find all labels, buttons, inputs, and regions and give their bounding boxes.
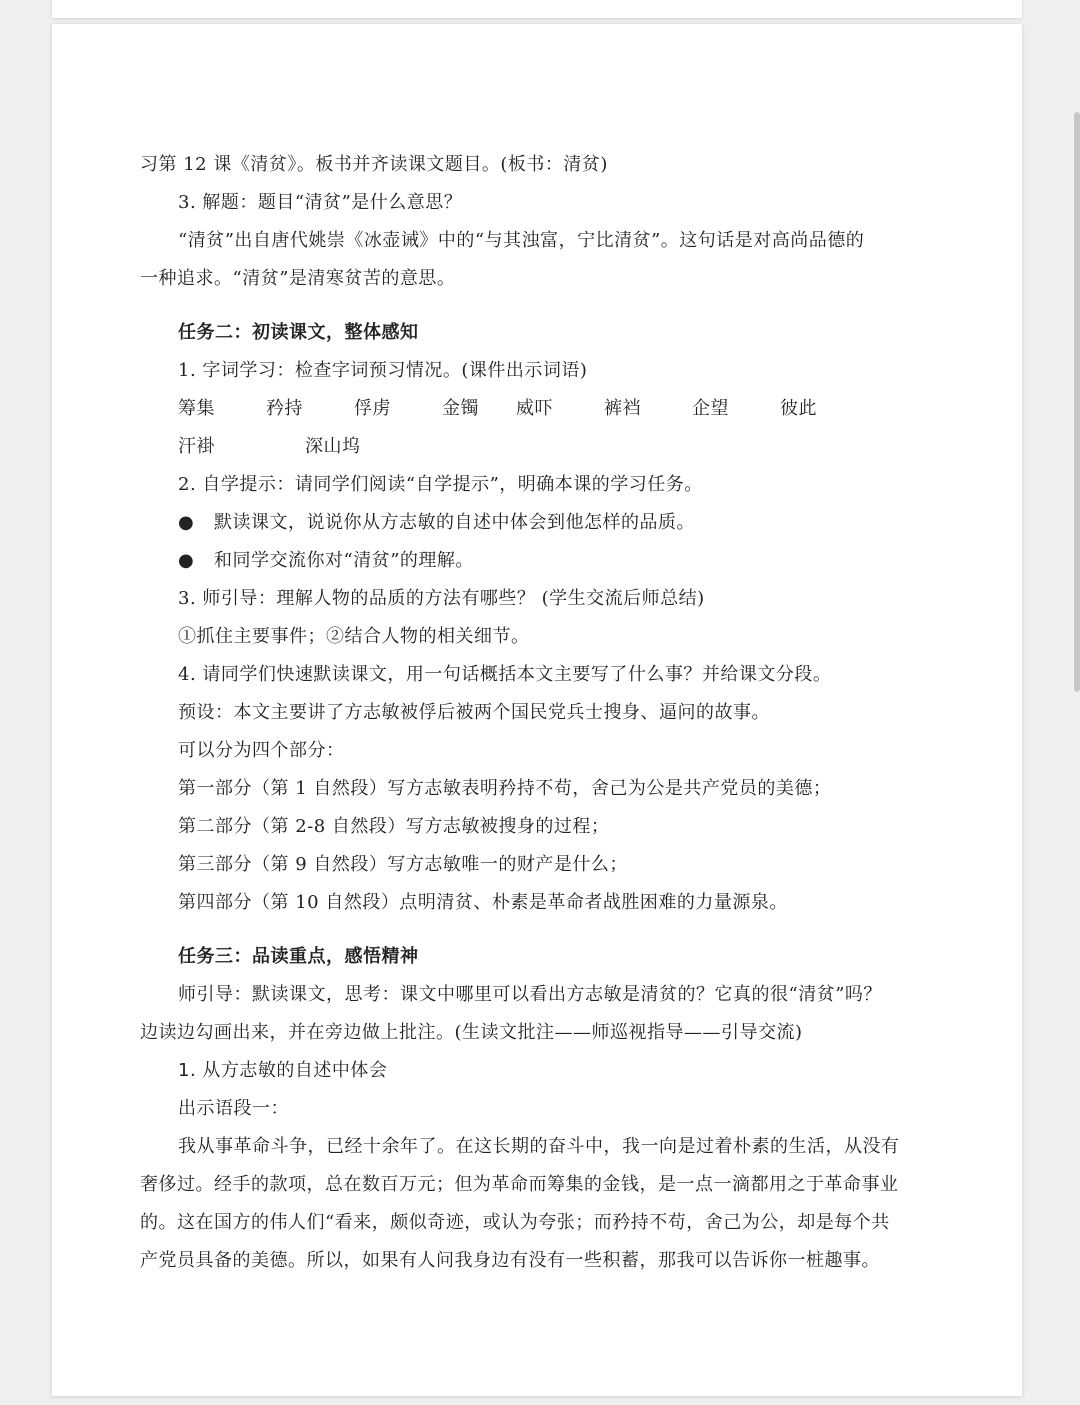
bullet-item — [140, 504, 960, 542]
vocab-word: 威吓 — [516, 398, 553, 419]
vocab-word: 汗褂 — [178, 436, 215, 457]
document-page — [52, 24, 1022, 1396]
text-line: 第四部分（第 10 自然段）点明清贫、朴素是革命者战胜困难的力量源泉。 — [178, 892, 788, 913]
text-line: 4. 请同学们快速默读课文，用一句话概括本文主要写了什么事？并给课文分段。 — [178, 664, 832, 685]
bullet-dot-icon: ● — [178, 550, 195, 571]
vocab-row — [140, 390, 960, 428]
bullet-item — [140, 542, 960, 580]
quote-line: 产党员具备的美德。所以，如果有人问我身边有没有一些积蓄，那我可以告诉你一桩趣事。 — [140, 1250, 880, 1271]
text-line: 第三部分（第 9 自然段）写方志敏唯一的财产是什么； — [178, 854, 628, 875]
text-line: 习第 12 课《清贫》。板书并齐读课文题目。(板书：清贫) — [140, 154, 608, 175]
page-content — [140, 146, 960, 1280]
vocab-word: 深山坞 — [305, 436, 361, 457]
vocab-word: 企望 — [692, 398, 729, 419]
text-line: 3. 师引导：理解人物的品质的方法有哪些？ (学生交流后师总结) — [178, 588, 705, 609]
text-line: 出示语段一： — [178, 1098, 289, 1119]
vocab-row — [140, 428, 960, 466]
vocab-word: 筹集 — [178, 398, 215, 419]
quote-line: 的。这在国方的伟人们“看来，颇似奇迹，或认为夸张；而矜持不苟，舍己为公，却是每个共 — [140, 1212, 890, 1233]
previous-page-edge — [52, 0, 1022, 18]
text-line: ①抓住主要事件；②结合人物的相关细节。 — [178, 626, 530, 647]
quote-line: 我从事革命斗争，已经十余年了。在这长期的奋斗中，我一向是过着朴素的生活，从没有 — [178, 1136, 900, 1157]
vertical-scrollbar[interactable] — [1074, 112, 1080, 692]
text-line: 边读边勾画出来，并在旁边做上批注。(生读文批注——师巡视指导——引导交流) — [140, 1022, 803, 1043]
quote-line: 奢侈过。经手的款项，总在数百万元；但为革命而筹集的金钱，是一点一滴都用之于革命事业 — [140, 1174, 899, 1195]
text-line: 1. 字词学习：检查字词预习情况。(课件出示词语) — [178, 360, 588, 381]
text-line: 可以分为四个部分： — [178, 740, 345, 761]
text-line: 一种追求。“清贫”是清寒贫苦的意思。 — [140, 268, 456, 289]
text-line: 预设：本文主要讲了方志敏被俘后被两个国民党兵士搜身、逼问的故事。 — [178, 702, 770, 723]
text-line: “清贫”出自唐代姚崇《冰壶诫》中的“与其浊富，宁比清贫”。这句话是对高尚品德的 — [178, 230, 865, 251]
text-line: 3. 解题：题目“清贫”是什么意思？ — [178, 192, 463, 213]
bullet-dot-icon: ● — [178, 512, 195, 533]
subheading: 1. 从方志敏的自述中体会 — [178, 1060, 388, 1081]
text-line: 2. 自学提示：请同学们阅读“自学提示”，明确本课的学习任务。 — [178, 474, 703, 495]
vocab-word: 矜持 — [266, 398, 303, 419]
text-line: 第一部分（第 1 自然段）写方志敏表明矜持不苟，舍己为公是共产党员的美德； — [178, 778, 832, 799]
section-heading-task2: 任务二：初读课文，整体感知 — [178, 322, 419, 343]
vocab-word: 裤裆 — [604, 398, 641, 419]
vocab-word: 金镯 — [442, 398, 479, 419]
vocab-word: 俘虏 — [354, 398, 391, 419]
bullet-text: 默读课文，说说你从方志敏的自述中体会到他怎样的品质。 — [214, 512, 695, 533]
section-heading-task3: 任务三：品读重点，感悟精神 — [178, 946, 419, 967]
bullet-text: 和同学交流你对“清贫”的理解。 — [214, 550, 474, 571]
vocab-word: 彼此 — [780, 398, 817, 419]
text-line: 师引导：默读课文，思考：课文中哪里可以看出方志敏是清贫的？它真的很“清贫”吗？ — [178, 984, 882, 1005]
text-line: 第二部分（第 2-8 自然段）写方志敏被搜身的过程； — [178, 816, 610, 837]
